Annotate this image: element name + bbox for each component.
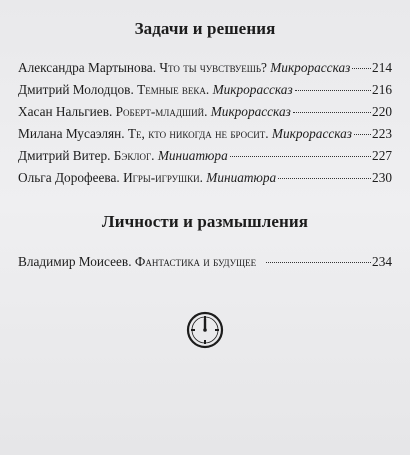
section-title-personalities-and-reflections: Личности и размышления bbox=[101, 212, 309, 231]
dot-leader bbox=[278, 178, 371, 179]
toc-genre: Миниатюра bbox=[206, 170, 277, 185]
toc-work-title: Игры-игрушки. bbox=[123, 170, 203, 185]
toc-entry-text bbox=[18, 253, 256, 271]
toc-work-title: Фантастика и будущее bbox=[134, 254, 257, 269]
dot-leader bbox=[293, 112, 371, 113]
toc-author: Дмитрий Молодцов. bbox=[18, 82, 134, 97]
toc-genre: Миниатюра bbox=[157, 148, 228, 163]
dot-leader bbox=[352, 68, 371, 69]
toc-page-number: 223 bbox=[372, 126, 392, 141]
toc-entry bbox=[18, 147, 392, 165]
dot-leader bbox=[295, 90, 371, 91]
toc-genre: Микрорассказ bbox=[271, 126, 352, 141]
clock-icon bbox=[186, 311, 224, 349]
toc-work-title: Те, кто никогда не бросит. bbox=[127, 126, 269, 141]
toc-entry bbox=[18, 169, 392, 187]
toc-page-number: 227 bbox=[372, 148, 392, 163]
toc-author: Владимир Моисеев. bbox=[18, 254, 132, 269]
toc-work-title: Что ты чувствуешь? bbox=[159, 60, 267, 75]
toc-entry-text bbox=[18, 81, 293, 99]
section-title-tasks-and-solutions: Задачи и решения bbox=[134, 19, 276, 38]
toc-entry bbox=[18, 253, 392, 271]
toc-page-number: 234 bbox=[372, 254, 392, 269]
toc-genre: Микрорассказ bbox=[212, 82, 293, 97]
toc-entry-text bbox=[18, 147, 228, 165]
toc-genre: Микрорассказ bbox=[270, 60, 351, 75]
toc-author: Ольга Дорофеева. bbox=[18, 170, 120, 185]
toc-entry-text bbox=[18, 103, 291, 121]
toc-entry bbox=[18, 59, 392, 77]
toc-work-title: Роберт-младший. bbox=[115, 104, 208, 119]
toc-page-number: 220 bbox=[372, 104, 392, 119]
toc-entry-text bbox=[18, 59, 350, 77]
toc-work-title: Темные века. bbox=[137, 82, 210, 97]
dot-leader bbox=[354, 134, 371, 135]
toc-author: Милана Мусаэлян. bbox=[18, 126, 125, 141]
toc-entry bbox=[18, 125, 392, 143]
dot-leader bbox=[266, 262, 371, 263]
toc-entry-text bbox=[18, 169, 276, 187]
toc-work-title: Бэклог. bbox=[113, 148, 155, 163]
toc-author: Александра Мартынова. bbox=[18, 60, 157, 75]
toc-genre: Микрорассказ bbox=[210, 104, 291, 119]
toc-entry-text bbox=[18, 125, 352, 143]
toc-entry bbox=[18, 103, 392, 121]
toc-entry bbox=[18, 81, 392, 99]
toc-page-number: 230 bbox=[372, 170, 392, 185]
dot-leader bbox=[230, 156, 371, 157]
toc-page-number: 214 bbox=[372, 60, 392, 75]
toc-author: Хасан Нальгиев. bbox=[18, 104, 113, 119]
toc-author: Дмитрий Витер. bbox=[18, 148, 111, 163]
toc-page-number: 216 bbox=[372, 82, 392, 97]
